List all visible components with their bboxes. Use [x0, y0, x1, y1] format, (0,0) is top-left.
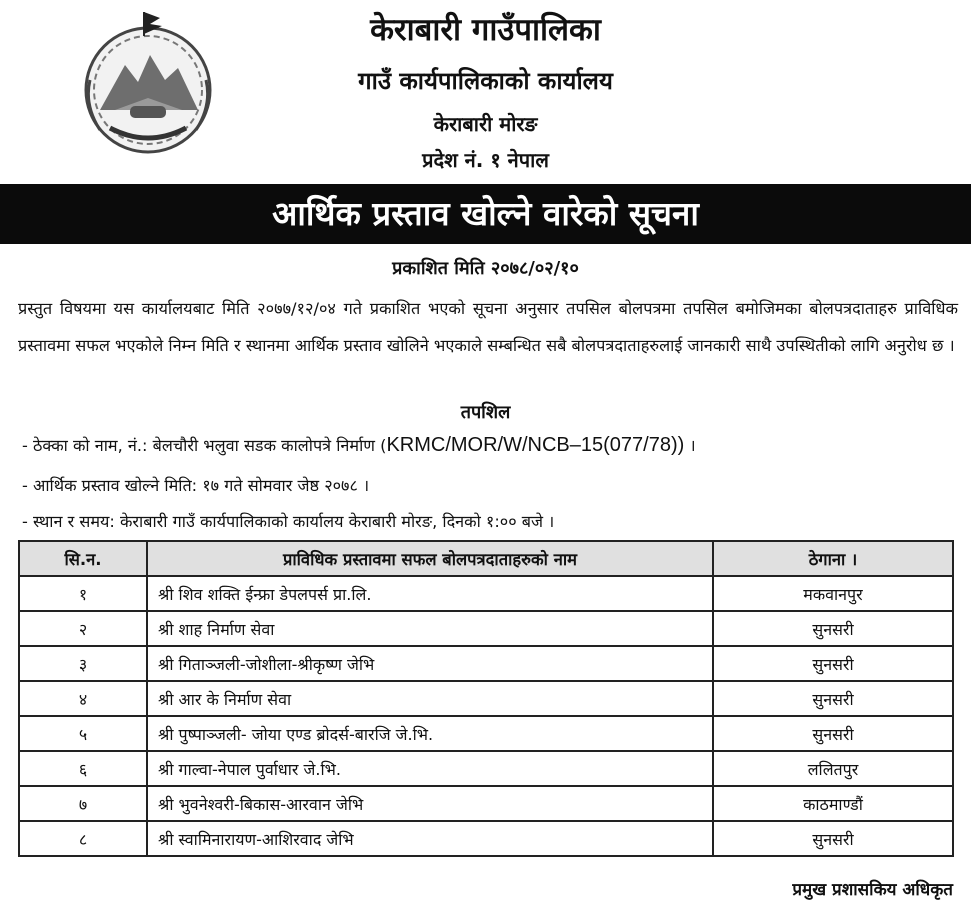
schedule-heading: तपशिल	[460, 402, 511, 423]
row-address: मकवानपुर	[713, 576, 953, 611]
table-row	[19, 611, 953, 646]
row-address: सुनसरी	[713, 681, 953, 716]
row-name: श्री गिताञ्जली-जोशीला-श्रीकृष्ण जेभि	[147, 646, 713, 681]
col-header-sn: सि.न.	[19, 541, 147, 576]
office-name: गाउँ कार्यपालिकाको कार्यालय	[358, 67, 613, 95]
contract-code: KRMC/MOR/W/NCB–15(077/78)	[386, 434, 678, 456]
row-sn: २	[19, 611, 147, 646]
row-address: सुनसरी	[713, 716, 953, 751]
row-address: ललितपुर	[713, 751, 953, 786]
table-row	[19, 716, 953, 751]
notice-title: आर्थिक प्रस्ताव खोल्ने वारेको सूचना	[0, 184, 971, 244]
published-date: प्रकाशित मिति २०७८/०२/१०	[392, 258, 579, 279]
table-row	[19, 681, 953, 716]
row-name: श्री पुष्पाञ्जली- जोया एण्ड ब्रोदर्स-बारजि जे.भि.	[147, 716, 713, 751]
table-row	[19, 786, 953, 821]
row-sn: ५	[19, 716, 147, 751]
bidders-table	[18, 540, 954, 857]
table-row	[19, 751, 953, 786]
table-row	[19, 576, 953, 611]
province-name: प्रदेश नं. १ नेपाल	[422, 148, 549, 172]
row-name: श्री स्वामिनारायण-आशिरवाद जेभि	[147, 821, 713, 856]
contract-end: ।	[684, 436, 696, 455]
row-address: सुनसरी	[713, 611, 953, 646]
row-sn: ३	[19, 646, 147, 681]
table-row	[19, 646, 953, 681]
opening-date: - आर्थिक प्रस्ताव खोल्ने मिति: १७ गते सोमवार जेष्ठ २०७८ ।	[22, 476, 370, 495]
row-sn: ७	[19, 786, 147, 821]
row-sn: ४	[19, 681, 147, 716]
contract-detail	[22, 434, 696, 457]
signatory-title: प्रमुख प्रशासकिय अधिकृत	[792, 880, 953, 900]
row-sn: १	[19, 576, 147, 611]
row-name: श्री गाल्वा-नेपाल पुर्वाधार जे.भि.	[147, 751, 713, 786]
row-name: श्री शाह निर्माण सेवा	[147, 611, 713, 646]
row-address: काठमाण्डौं	[713, 786, 953, 821]
org-name: केराबारी गाउँपालिका	[370, 12, 601, 48]
col-header-name: प्राविधिक प्रस्तावमा सफल बोलपत्रदाताहरुको नाम	[147, 541, 713, 576]
row-name: श्री आर के निर्माण सेवा	[147, 681, 713, 716]
office-location: केराबारी मोरङ	[433, 112, 538, 136]
row-address: सुनसरी	[713, 821, 953, 856]
contract-code-end: )	[677, 434, 685, 456]
venue-time: - स्थान र समय: केराबारी गाउँ कार्यपालिकाको कार्यालय केराबारी मोरङ, दिनको १:०० बजे ।	[22, 512, 555, 531]
row-address: सुनसरी	[713, 646, 953, 681]
col-header-address: ठेगाना ।	[713, 541, 953, 576]
contract-label: - ठेक्का को नाम, नं.: बेलचौरी भलुवा सडक कालोपत्रे निर्माण (	[22, 436, 387, 455]
row-sn: ८	[19, 821, 147, 856]
table-header-row	[19, 541, 953, 576]
row-name: श्री भुवनेश्वरी-बिकास-आरवान जेभि	[147, 786, 713, 821]
row-sn: ६	[19, 751, 147, 786]
table-row	[19, 821, 953, 856]
notice-body: प्रस्तुत विषयमा यस कार्यालयबाट मिति २०७७/१२/०४ गते प्रकाशित भएको सूचना अनुसार तपसिल बोलपत्रमा तपसिल बमोजिमका बोलपत्रदाताहरु प्राविधिक प्रस्तावमा सफल भएकोले निम्न मिति र स्थानमा आर्थिक प्रस्ताव खोलिने भएकाले सम्बन्धित सबै बोलपत्रदाताहरुलाई जानकारी साथै उपस्थितीको लागि अनुरोध छ ।	[18, 299, 958, 355]
row-name: श्री शिव शक्ति ईन्फ्रा डेपलपर्स प्रा.लि.	[147, 576, 713, 611]
